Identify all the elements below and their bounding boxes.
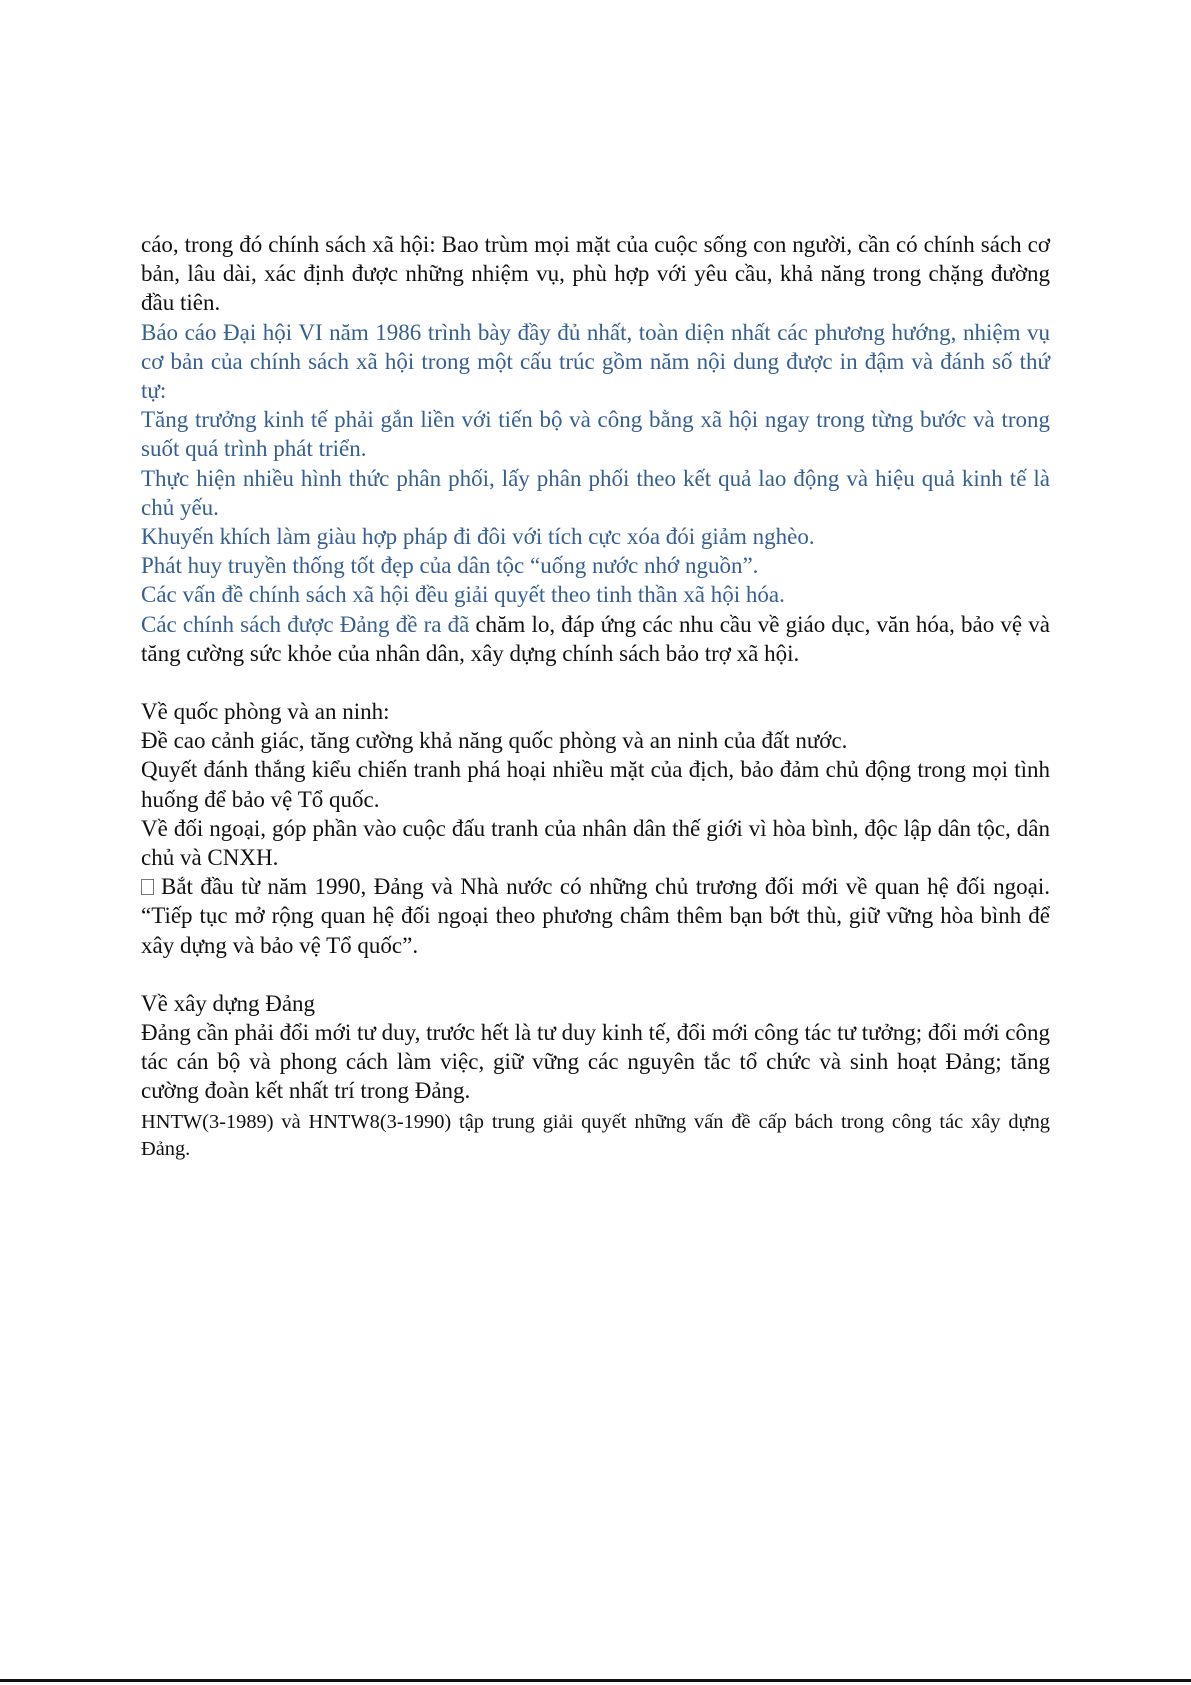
defense-item-3: Về đối ngoại, góp phần vào cuộc đấu tranh của nhân dân thế giới vì hòa bình, độc lập dân tộc, dân chủ và CNXH. [141, 815, 1050, 871]
bullet-box-icon [141, 879, 154, 895]
policy-summary [141, 610, 1050, 668]
party-note: HNTW(3-1989) và HNTW8(3-1990) tập trung giải quyết những vấn đề cấp bách trong công tác xây dựng Đảng. [141, 1110, 1050, 1160]
policy-item-5: Các vấn đề chính sách xã hội đều giải quyết theo tinh thần xã hội hóa. [141, 582, 785, 608]
defense-bullet-paragraph [141, 872, 1050, 960]
report-paragraph: Báo cáo Đại hội VI năm 1986 trình bày đầy đủ nhất, toàn diện nhất các phương hướng, nhiệm vụ cơ bản của chính sách xã hội trong một cấu trúc gồm năm nội dung được in đậm và đánh số thứ tự: [141, 319, 1050, 404]
policy-summary-black: chăm lo, đáp ứng các nhu cầu về giáo dục, văn hóa, bảo vệ và tăng cường sức khỏe của nhân dân, xây dựng chính sách bảo trợ xã hội. [141, 611, 1050, 666]
defense-bullet-text: Bắt đầu từ năm 1990, Đảng và Nhà nước có những chủ trương đối mới về quan hệ đối ngoại. “Tiếp tục mở rộng quan hệ đối ngoại theo phương châm thêm bạn bớt thù, giữ vững hòa bình để xây dựng và bảo vệ Tổ quốc”. [141, 874, 1050, 958]
policy-summary-blue: Các chính sách được Đảng đề ra đã [141, 611, 470, 637]
section-gap [141, 668, 1050, 697]
policy-item-1: Tăng trưởng kinh tế phải gắn liền với tiến bộ và công bằng xã hội ngay trong từng bước và trong suốt quá trình phát triển. [141, 407, 1050, 462]
policy-item-4: Phát huy truyền thống tốt đẹp của dân tộc “uống nước nhớ nguồn”. [141, 553, 759, 579]
intro-paragraph: cáo, trong đó chính sách xã hội: Bao trùm mọi mặt của cuộc sống con người, cần có chính sách cơ bản, lâu dài, xác định được những nhiệm vụ, phù hợp với yêu cầu, khả năng trong chặng đường đầu tiên. [141, 232, 1050, 316]
defense-item-2: Quyết đánh thắng kiểu chiến tranh phá hoại nhiều mặt của địch, bảo đảm chủ động trong mọi tình huống để bảo vệ Tổ quốc. [141, 757, 1050, 812]
section-gap [141, 960, 1050, 989]
party-paragraph: Đảng cần phải đổi mới tư duy, trước hết là tư duy kinh tế, đổi mới công tác tư tưởng; đổi mới công tác cán bộ và phong cách làm việc, giữ vững các nguyên tắc tổ chức và sinh hoạt Đảng; tăng cường đoàn kết nhất trí trong Đảng. [141, 1020, 1050, 1104]
bottom-rule [0, 1679, 1191, 1682]
defense-item-1: Đề cao cảnh giác, tăng cường khả năng quốc phòng và an ninh của đất nước. [141, 728, 848, 754]
policy-item-2: Thực hiện nhiều hình thức phân phối, lấy phân phối theo kết quả lao động và hiệu quả kinh tế là chủ yếu. [141, 465, 1050, 520]
party-heading: Về xây dựng Đảng [141, 990, 316, 1016]
document-page [141, 230, 1050, 1163]
policy-item-3: Khuyến khích làm giàu hợp pháp đi đôi với tích cực xóa đói giảm nghèo. [141, 524, 815, 550]
defense-heading: Về quốc phòng và an ninh: [141, 699, 390, 725]
